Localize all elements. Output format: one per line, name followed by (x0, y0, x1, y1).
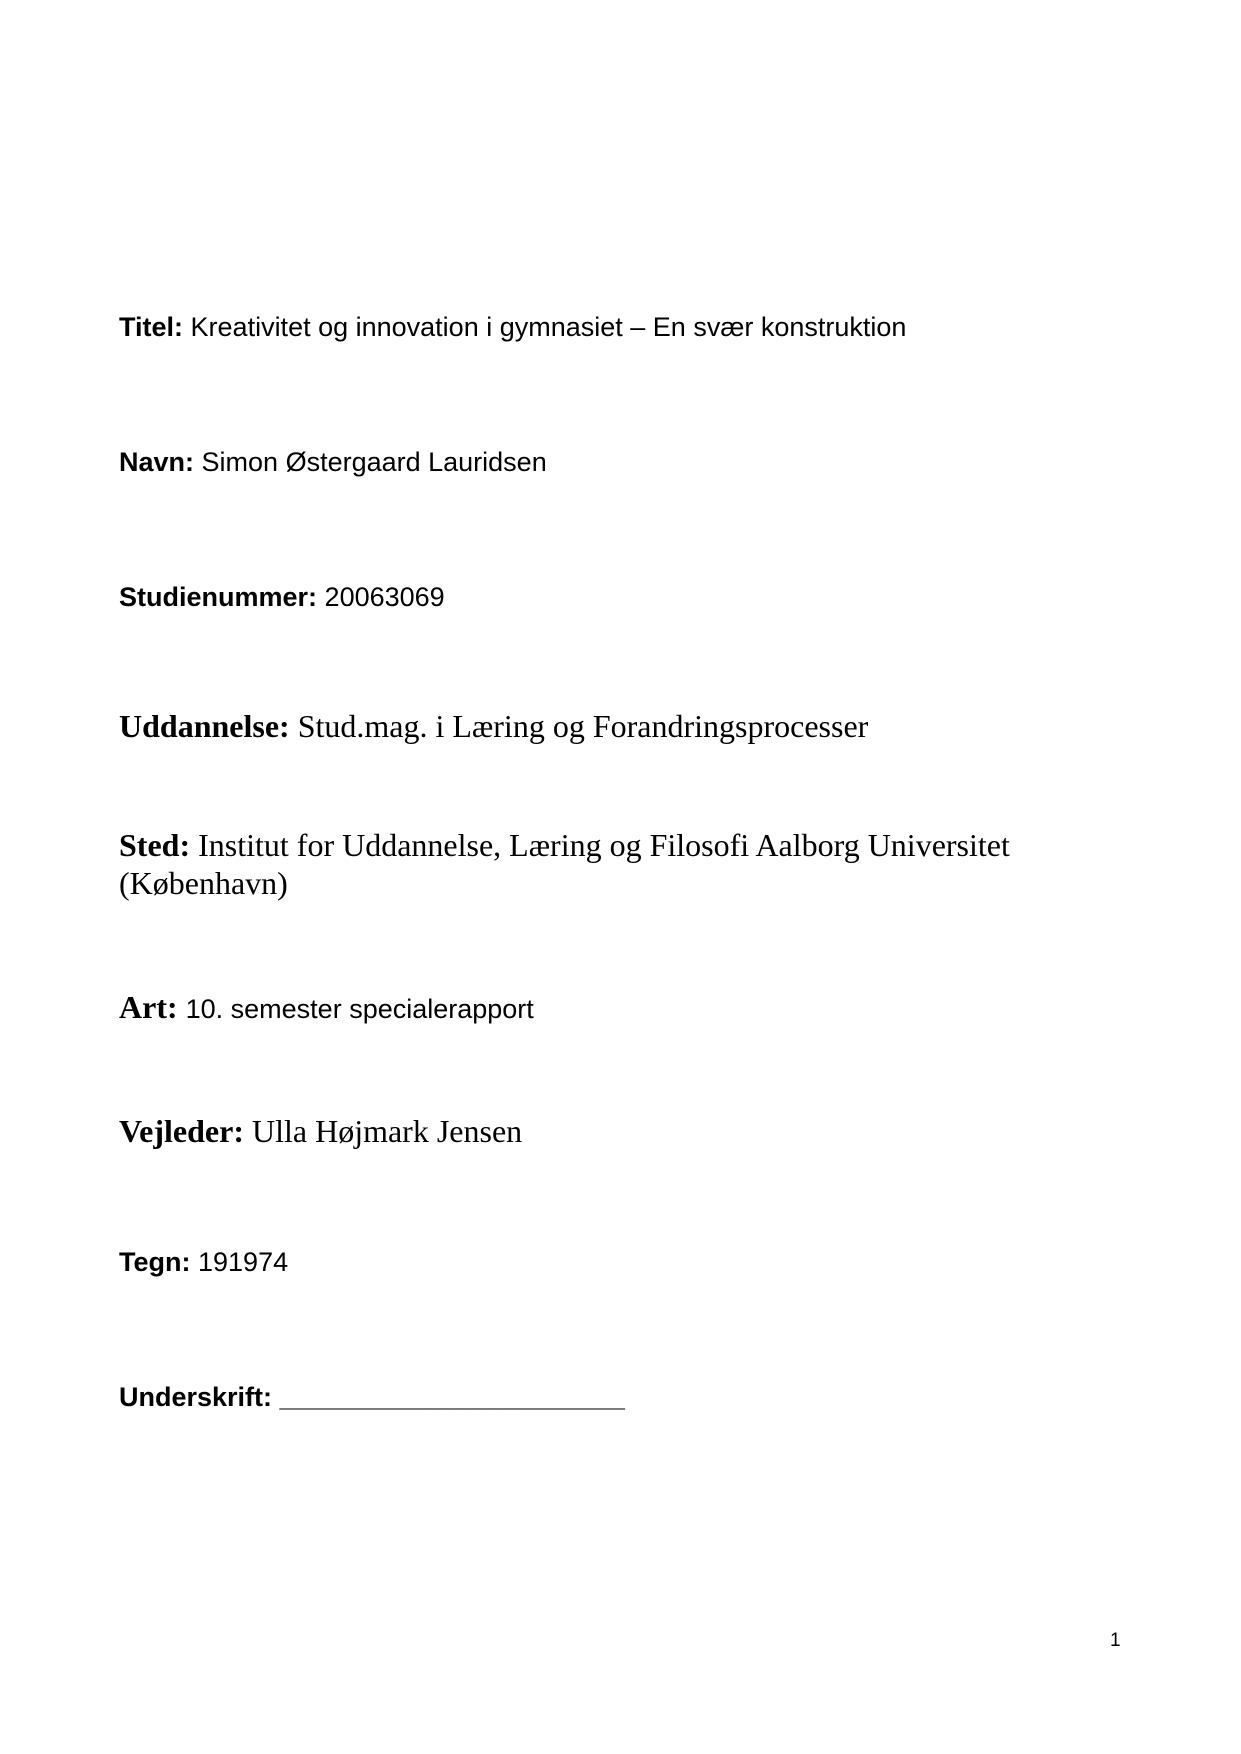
characters-value: 191974 (198, 1247, 289, 1277)
characters-label: Tegn: (119, 1247, 191, 1277)
page-number: 1 (1110, 1630, 1121, 1651)
title-value: Kreativitet og innovation i gymnasiet – En svær konstruktion (190, 312, 907, 342)
signature-line: _______________________ (279, 1382, 625, 1412)
type-label: Art: (119, 989, 178, 1025)
title-field (119, 312, 1119, 343)
place-label: Sted: (119, 827, 191, 863)
supervisor-label: Vejleder: (119, 1113, 244, 1149)
student-number-value: 20063069 (324, 582, 445, 612)
student-number-label: Studienummer: (119, 582, 318, 612)
education-label: Uddannelse: (119, 708, 290, 744)
student-number-field (119, 582, 1119, 613)
name-label: Navn: (119, 447, 195, 477)
title-label: Titel: (119, 312, 184, 342)
name-value: Simon Østergaard Lauridsen (201, 447, 547, 477)
place-field (119, 826, 1079, 903)
education-field (119, 708, 1119, 745)
characters-field (119, 1247, 1119, 1278)
supervisor-field (119, 1113, 1119, 1150)
type-value: 10. semester specialerapport (185, 994, 534, 1024)
signature-label: Underskrift: (119, 1382, 273, 1412)
place-value: Institut for Uddannelse, Læring og Filosofi Aalborg Universitet (København) (119, 827, 1010, 902)
supervisor-value: Ulla Højmark Jensen (251, 1113, 523, 1149)
signature-field (119, 1382, 1119, 1413)
name-field (119, 447, 1119, 478)
education-value: Stud.mag. i Læring og Forandringsprocesser (297, 708, 869, 744)
type-field (119, 989, 1119, 1026)
